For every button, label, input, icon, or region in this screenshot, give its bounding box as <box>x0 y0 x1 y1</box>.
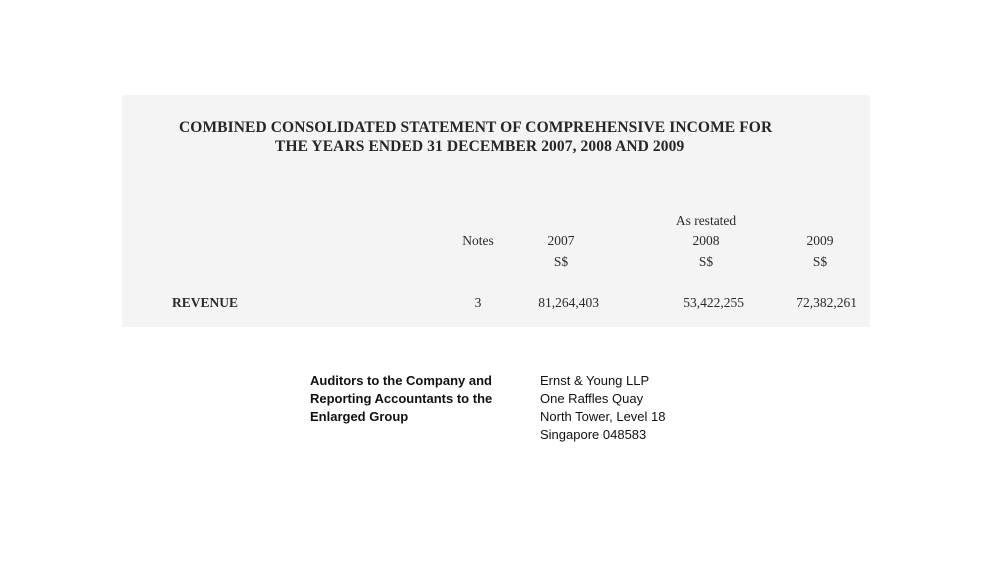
revenue-2007: 81,264,403 <box>538 295 599 310</box>
auditors-address-line: One Raffles Quay <box>540 391 644 406</box>
year-2008-header: 2008 <box>692 233 720 248</box>
auditors-address-line: North Tower, Level 18 <box>540 409 666 424</box>
auditors-label-line: Auditors to the Company and <box>310 373 492 388</box>
statement-title-line-2: THE YEARS ENDED 31 DECEMBER 2007, 2008 AND 2009 <box>275 138 685 155</box>
restated-note: As restated <box>675 213 737 228</box>
revenue-label: REVENUE <box>172 295 239 310</box>
year-2009-header: 2009 <box>806 233 834 248</box>
auditors-label-line: Reporting Accountants to the <box>310 391 493 406</box>
year-2007-header: 2007 <box>547 233 575 248</box>
statement-title-line-1: COMBINED CONSOLIDATED STATEMENT OF COMPREHENSIVE INCOME FOR <box>179 119 773 136</box>
auditors-address <box>540 372 666 444</box>
auditors-address-line: Singapore 048583 <box>540 427 647 442</box>
notes-column-header: Notes <box>462 233 494 248</box>
currency-2008: S$ <box>698 254 714 269</box>
revenue-2008: 53,422,255 <box>683 295 744 310</box>
revenue-note: 3 <box>474 295 482 310</box>
revenue-2009: 72,382,261 <box>796 295 857 310</box>
auditors-address-line: Ernst & Young LLP <box>540 373 650 388</box>
auditors-label <box>310 372 525 426</box>
currency-2009: S$ <box>812 254 828 269</box>
auditors-label-line: Enlarged Group <box>310 409 409 424</box>
currency-2007: S$ <box>553 254 569 269</box>
